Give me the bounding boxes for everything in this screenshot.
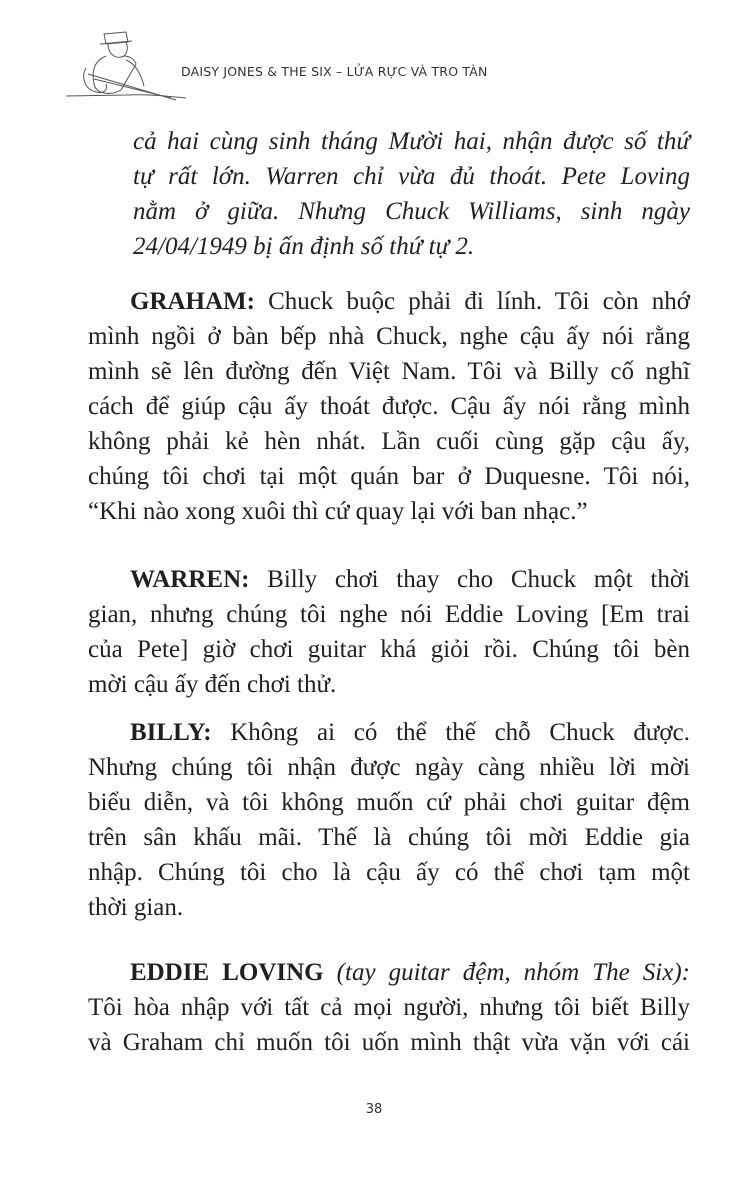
running-header: DAISY JONES & THE SIX – LỬA RỰC VÀ TRO TÀN xyxy=(181,64,488,79)
paragraph-eddie xyxy=(88,955,690,1060)
text-line: Chuck buộc phải đi lính. Tôi còn nhớ xyxy=(254,288,690,315)
text-line: và Graham chỉ muốn tôi uốn mình thật vừa vặn với cái xyxy=(88,1029,690,1056)
speaker-name: GRAHAM: xyxy=(130,288,255,315)
text-line: chúng tôi chơi tại một quán bar ở Duquesne. Tôi nói, xyxy=(88,463,690,490)
text-line: thời gian. xyxy=(88,894,184,921)
paragraph-graham xyxy=(88,284,690,529)
text-line: “Khi nào xong xuôi thì cứ quay lại với ban nhạc.” xyxy=(88,498,588,525)
text-line: nằm ở giữa. Nhưng Chuck Williams, sinh ngày xyxy=(133,198,690,225)
text-line: 24/04/1949 bị ấn định số thứ tự 2. xyxy=(133,233,475,260)
text-line: cách để giúp cậu ấy thoát được. Cậu ấy nói rằng mình xyxy=(88,393,690,420)
text-line: Không ai có thể thế chỗ Chuck được. xyxy=(211,719,690,746)
text-line: trên sân khấu mãi. Thế là chúng tôi mời Eddie gia xyxy=(88,824,690,851)
speaker-name: WARREN: xyxy=(130,566,250,593)
text-line: Tôi hòa nhập với tất cả mọi người, nhưng tôi biết Billy xyxy=(88,994,690,1021)
text-line: mời cậu ấy đến chơi thử. xyxy=(88,671,337,698)
text-line: Nhưng chúng tôi nhận được ngày càng nhiều lời mời xyxy=(88,754,690,781)
guitarist-line-art-icon xyxy=(66,24,196,104)
speaker-name: BILLY: xyxy=(130,719,212,746)
text-line: biểu diễn, và tôi không muốn cứ phải chơi guitar đệm xyxy=(88,789,690,816)
speaker-role: (tay guitar đệm, nhóm The Six): xyxy=(323,959,691,986)
text-line: cả hai cùng sinh tháng Mười hai, nhận được số thứ xyxy=(133,128,690,155)
text-line: nhập. Chúng tôi cho là cậu ấy có thể chơi tạm một xyxy=(88,859,690,886)
italic-quote-block xyxy=(133,124,690,264)
text-line: mình sẽ lên đường đến Việt Nam. Tôi và Billy cố nghĩ xyxy=(88,358,690,385)
text-line: của Pete] giờ chơi guitar khá giỏi rồi. Chúng tôi bèn xyxy=(88,636,690,663)
text-line: không phải kẻ hèn nhát. Lần cuối cùng gặp cậu ấy, xyxy=(88,428,690,455)
paragraph-billy xyxy=(88,715,690,925)
text-line: gian, nhưng chúng tôi nghe nói Eddie Loving [Em trai xyxy=(88,601,690,628)
speaker-name: EDDIE LOVING xyxy=(130,959,324,986)
text-line: tự rất lớn. Warren chỉ vừa đủ thoát. Pete Loving xyxy=(133,163,690,190)
text-line: mình ngồi ở bàn bếp nhà Chuck, nghe cậu ấy nói rằng xyxy=(88,323,690,350)
paragraph-warren xyxy=(88,562,690,702)
text-line: Billy chơi thay cho Chuck một thời xyxy=(249,566,690,593)
page-number: 38 xyxy=(365,1102,383,1117)
